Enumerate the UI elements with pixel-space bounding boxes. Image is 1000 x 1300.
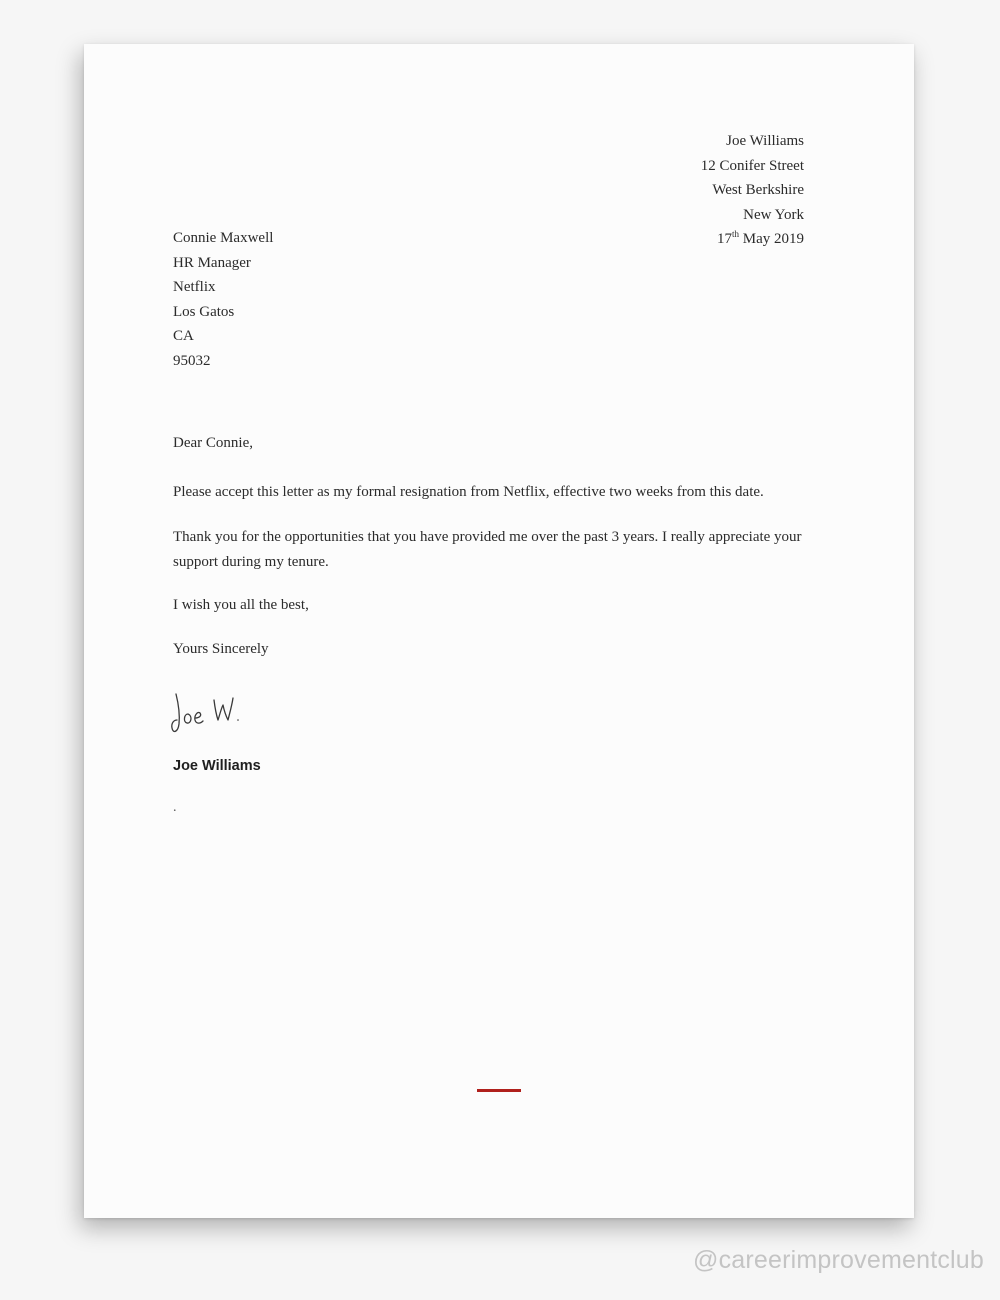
- sender-state: New York: [743, 206, 804, 223]
- letter-page: [84, 44, 914, 1218]
- recipient-zip: 95032: [173, 352, 211, 369]
- letter-date: [701, 227, 804, 252]
- red-accent-bar: [477, 1089, 521, 1092]
- signer-name: Joe Williams: [173, 758, 261, 774]
- trailing-dot: .: [173, 800, 177, 815]
- date-day: 17: [716, 231, 732, 247]
- salutation: Dear Connie,: [173, 435, 253, 451]
- date-month-year: May 2019: [739, 231, 804, 247]
- body-paragraph: Please accept this letter as my formal resignation from Netflix, effective two weeks from this date.: [173, 484, 764, 500]
- recipient-title: HR Manager: [173, 254, 251, 271]
- closing: Yours Sincerely: [173, 641, 269, 657]
- date-suffix: th: [731, 229, 739, 239]
- sender-street: 12 Conifer Street: [700, 157, 804, 174]
- sender-address-block: [701, 129, 804, 252]
- recipient-address-block: [173, 226, 273, 373]
- watermark-text: @careerimprovementclub: [693, 1246, 984, 1274]
- handwritten-signature: [170, 680, 250, 740]
- sender-town: West Berkshire: [712, 182, 804, 198]
- body-paragraph: Thank you for the opportunities that you have provided me over the past 3 years. I really appreciate your support during my tenure.: [173, 529, 802, 570]
- recipient-state: CA: [173, 328, 194, 344]
- recipient-city: Los Gatos: [173, 303, 235, 320]
- recipient-company: Netflix: [173, 279, 216, 295]
- body-paragraph: I wish you all the best,: [173, 597, 309, 613]
- sender-name: Joe Williams: [726, 133, 804, 149]
- recipient-name: Connie Maxwell: [173, 230, 274, 246]
